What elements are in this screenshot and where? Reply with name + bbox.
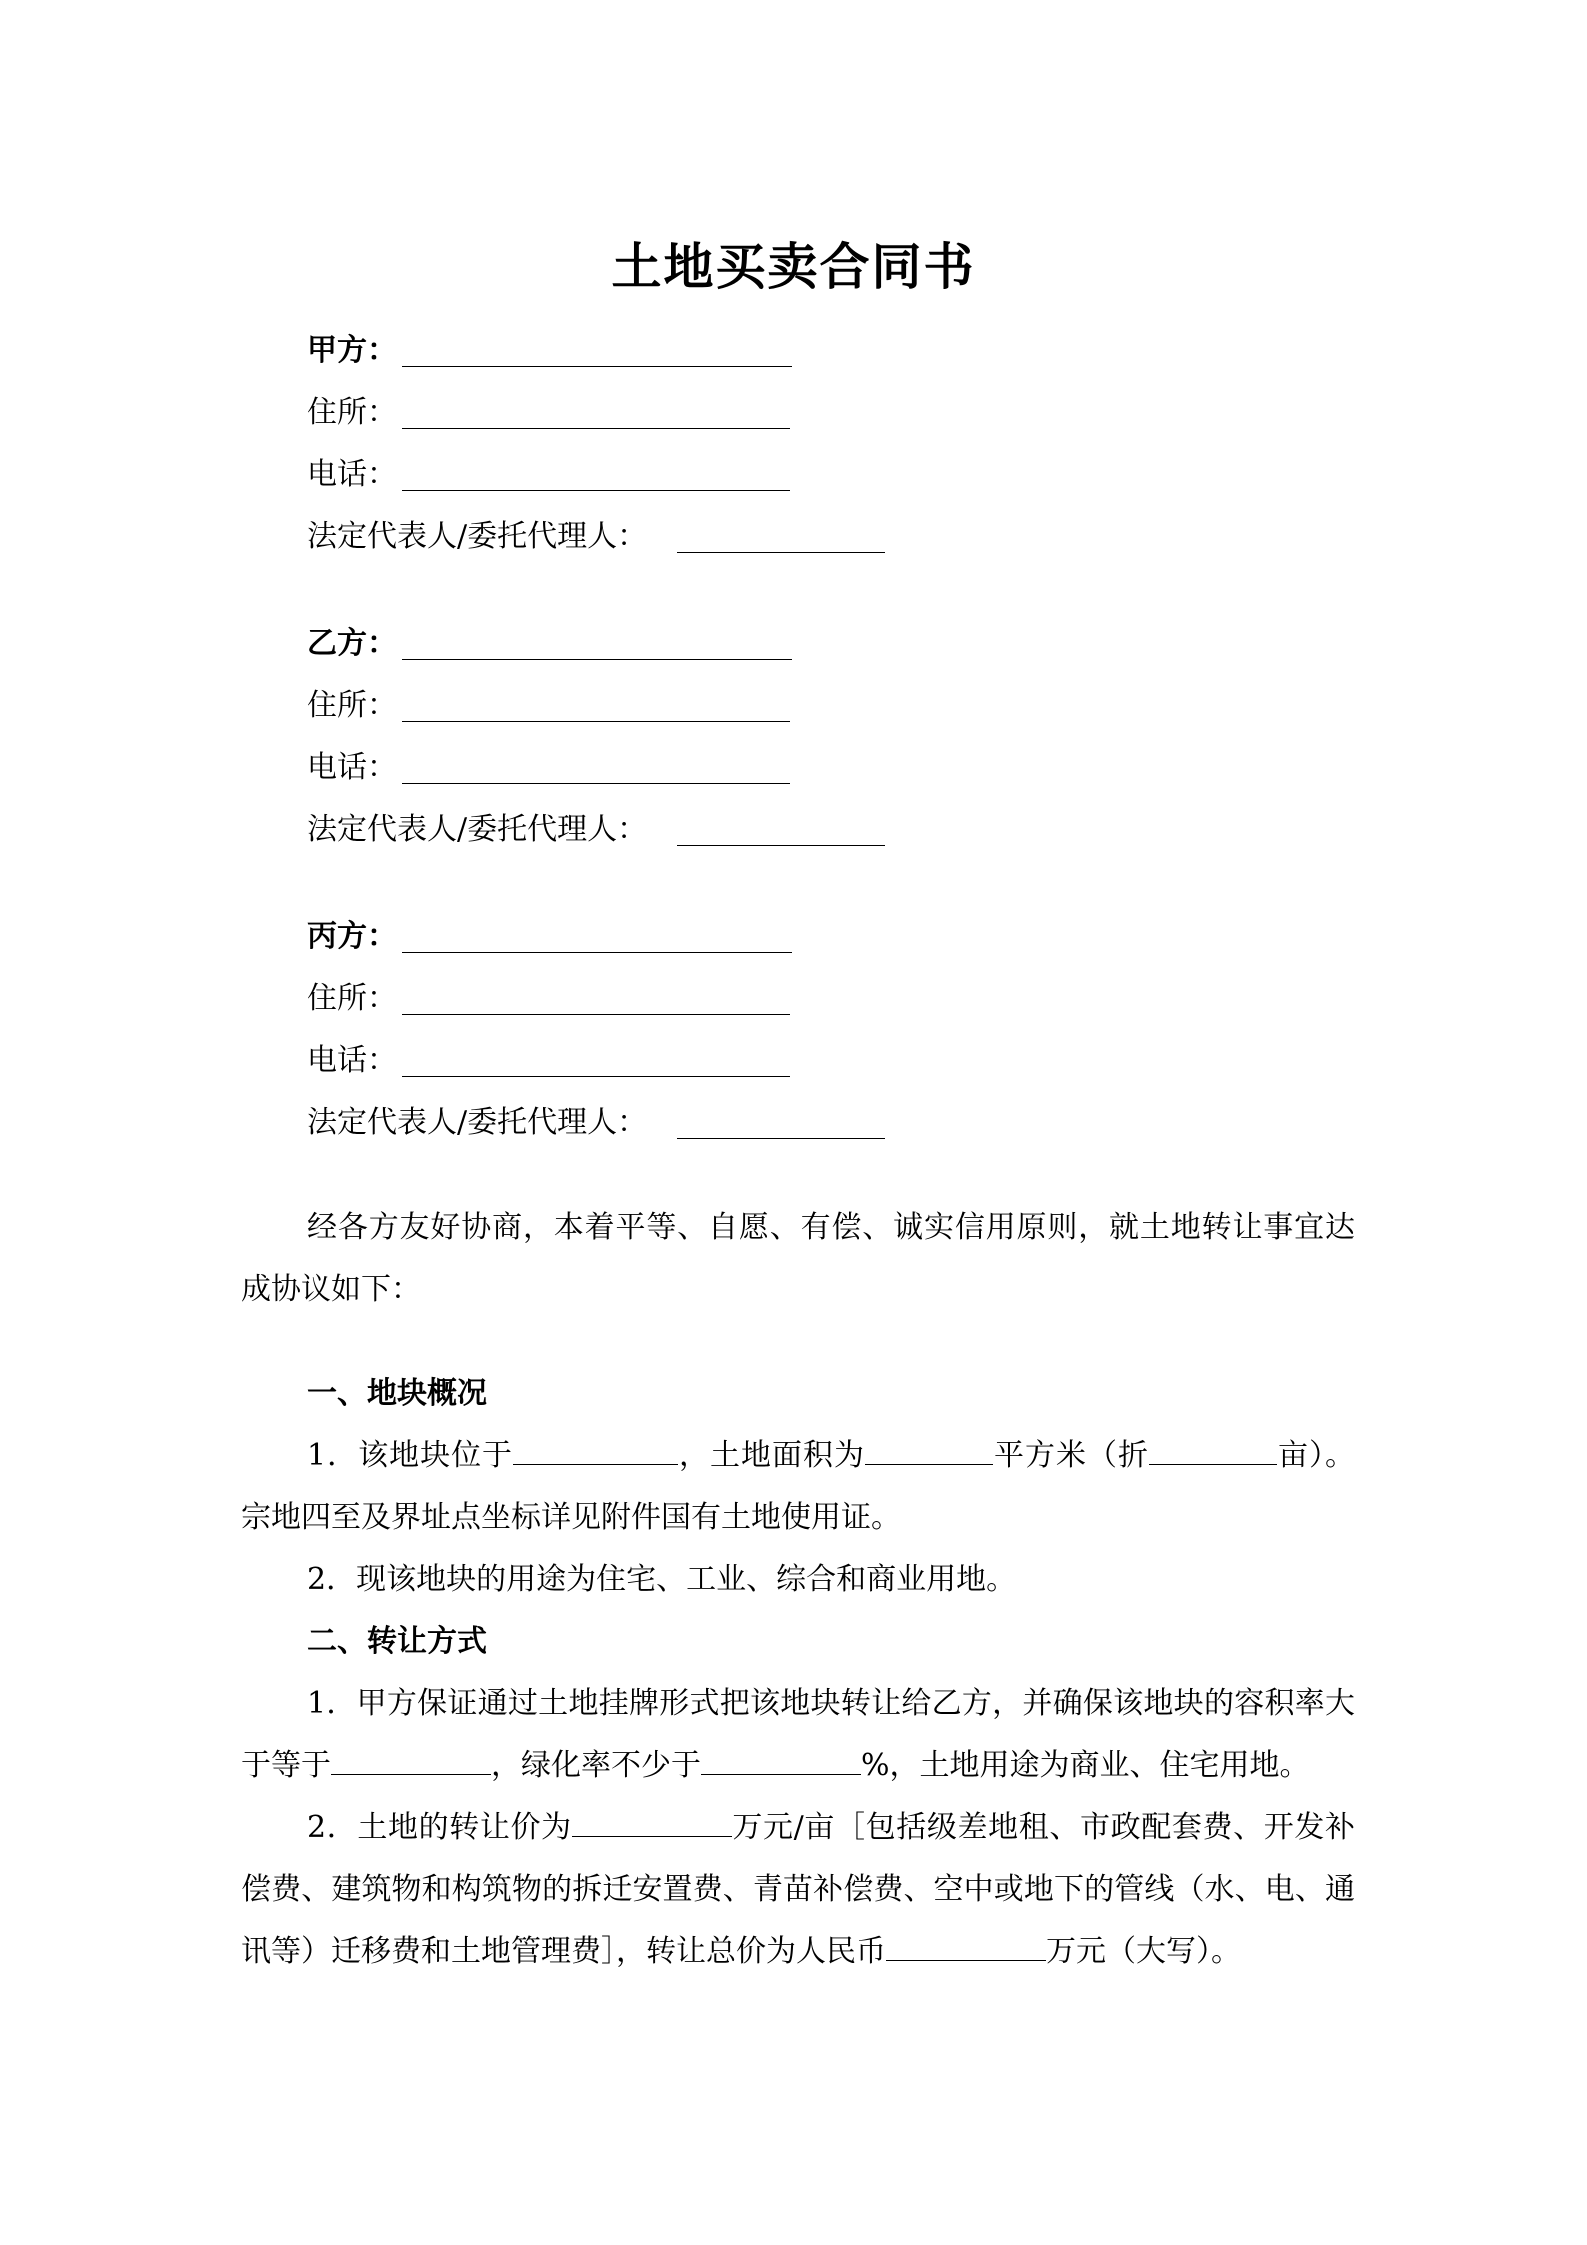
party-b-rep-line [307,799,1207,861]
party-b-phone-line [307,737,1207,799]
party-a-phone-field[interactable] [402,490,790,491]
party-a-rep-label: 法定代表人/委托代理人： [307,519,648,554]
party-a-rep-line [307,506,1207,568]
party-c-name-label: 丙方： [307,919,397,954]
party-b-block [307,613,1207,861]
party-c-name-field[interactable] [402,952,792,953]
party-b-address-line [307,675,1207,737]
party-b-name-line [307,613,1207,675]
contract-body [241,1197,1355,1983]
party-a-phone-line [307,444,1207,506]
party-b-rep-label: 法定代表人/委托代理人： [307,812,648,847]
document-title: 土地买卖合同书 [611,238,976,296]
area-mu-blank[interactable] [1149,1434,1277,1465]
party-c-block [307,906,1207,1154]
section-1-item-1 [241,1425,1355,1549]
party-a-block [307,320,1207,568]
section-2-item-1 [241,1673,1355,1797]
section-2-item-2-text-b: 万元/亩［包括级差地租、市政配套费、开发补偿费、建筑物和构筑物的拆迁安置费、青苗补偿费、空中或地下的管线（水、电、通讯等）迁移费和土地管理费］，转让总价为人民币 [241,1810,1355,1969]
section-1-item-1-text-d: 亩）。宗地四至及界址点坐标详见附件国有土地使用证。 [241,1438,1356,1535]
section-1-item-1-text-a: 1．该地块位于 [307,1438,514,1473]
spacer [241,1321,1355,1363]
party-a-name-label: 甲方： [307,333,397,368]
section-2-item-2 [241,1797,1355,1983]
area-sqm-blank[interactable] [865,1434,993,1465]
section-2-item-1-text-b: ，绿化率不少于 [491,1748,701,1783]
party-a-address-line [307,382,1207,444]
location-blank[interactable] [513,1434,678,1465]
section-2-item-2-text-a: 2．土地的转让价为 [307,1810,572,1845]
party-c-rep-line [307,1092,1207,1154]
section-1-item-1-text-c: 平方米（折 [993,1438,1150,1473]
section-1-item-1-text-b: ，土地面积为 [678,1438,866,1473]
section-2-heading: 二、转让方式 [307,1624,487,1659]
party-c-rep-label: 法定代表人/委托代理人： [307,1105,648,1140]
party-a-name-line [307,320,1207,382]
intro-paragraph: 经各方友好协商，本着平等、自愿、有偿、诚实信用原则，就土地转让事宜达成协议如下： [241,1210,1355,1307]
party-c-phone-line [307,1030,1207,1092]
party-c-address-label: 住所： [307,981,397,1016]
party-a-address-label: 住所： [307,395,397,430]
greening-rate-blank[interactable] [701,1744,861,1775]
party-c-phone-label: 电话： [307,1043,397,1078]
party-c-phone-field[interactable] [402,1076,790,1077]
party-b-rep-field[interactable] [677,845,885,846]
party-a-name-field[interactable] [402,366,792,367]
section-1-item-2: 2．现该地块的用途为住宅、工业、综合和商业用地。 [307,1562,1017,1597]
party-c-address-field[interactable] [402,1014,790,1015]
party-c-rep-field[interactable] [677,1138,885,1139]
party-a-address-field[interactable] [402,428,790,429]
party-b-phone-label: 电话： [307,750,397,785]
plot-ratio-blank[interactable] [331,1744,491,1775]
party-b-name-label: 乙方： [307,626,397,661]
unit-price-blank[interactable] [572,1806,732,1837]
party-b-phone-field[interactable] [402,783,790,784]
party-a-phone-label: 电话： [307,457,397,492]
party-b-address-label: 住所： [307,688,397,723]
party-c-name-line [307,906,1207,968]
party-b-name-field[interactable] [402,659,792,660]
section-2-item-1-text-c: %，土地用途为商业、住宅用地。 [861,1748,1310,1783]
section-1-heading: 一、地块概况 [307,1376,487,1411]
party-a-rep-field[interactable] [677,552,885,553]
party-b-address-field[interactable] [402,721,790,722]
total-price-blank[interactable] [886,1930,1046,1961]
party-c-address-line [307,968,1207,1030]
section-2-item-2-text-c: 万元（大写）。 [1046,1934,1241,1969]
section-2-item-1-text-a: 1．甲方保证通过土地挂牌形式把该地块转让给乙方，并确保该地块的容积率大于等于 [241,1686,1355,1783]
